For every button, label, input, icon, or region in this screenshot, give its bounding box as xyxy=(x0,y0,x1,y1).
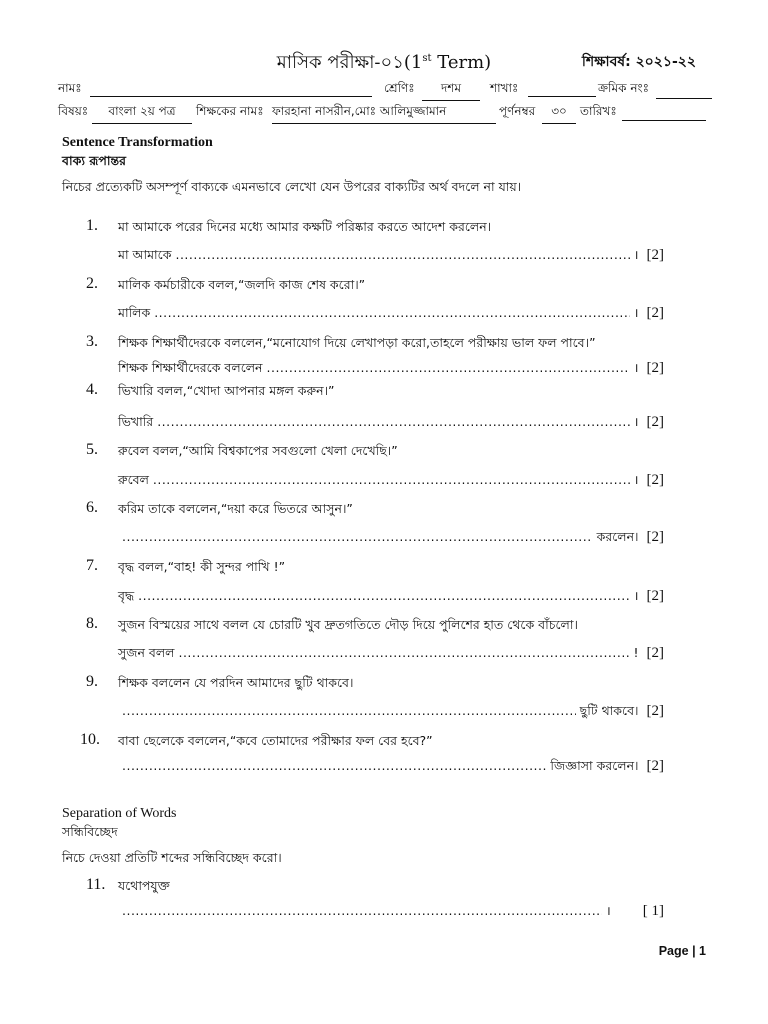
question-text: শিক্ষক বললেন যে পরদিন আমাদের ছুটি থাকবে। xyxy=(118,675,354,690)
answer-prefix: শিক্ষক শিক্ষার্থীদেরকে বললেন xyxy=(118,360,263,375)
question-number: 11. xyxy=(86,876,106,893)
section-label: শাখাঃ xyxy=(490,81,519,95)
name-blank[interactable] xyxy=(90,96,372,97)
question-number: 9. xyxy=(86,673,98,690)
question-marks: [2] xyxy=(646,645,664,661)
question-marks: [2] xyxy=(646,305,664,321)
question-text: সুজন বিস্ময়ের সাথে বলল যে চোরটি খুব দ্রুতগতিতে দৌড় দিয়ে পুলিশের হাত থেকে বাঁচলো। xyxy=(118,617,578,632)
answer-suffix: । xyxy=(633,472,639,487)
answer-prefix: মা আমাকে xyxy=(118,247,172,262)
roll-blank[interactable] xyxy=(656,98,712,99)
exam-title: মাসিক পরীক্ষা-০১(1st Term) xyxy=(276,52,492,73)
question-text: করিম তাকে বললেন,“দয়া করে ভিতরে আসুন।” xyxy=(118,501,353,516)
answer-suffix: । xyxy=(633,360,639,375)
question-number: 1. xyxy=(86,217,98,234)
question-number: 5. xyxy=(86,441,98,458)
answer-line[interactable] xyxy=(118,413,664,434)
question-marks: [2] xyxy=(646,529,664,545)
answer-prefix: সুজন বলল xyxy=(118,645,175,660)
page-number: Page | 1 xyxy=(658,944,706,958)
teacher-label: শিক্ষকের নামঃ xyxy=(196,104,264,118)
teacher-value: ফারহানা নাসরীন,মোঃ আলিমুজ্জামান xyxy=(272,103,496,124)
question-text: মালিক কর্মচারীকে বলল,“জলদি কাজ শেষ করো।” xyxy=(118,277,366,292)
answer-line[interactable] xyxy=(118,471,664,492)
answer-prefix: ভিখারি xyxy=(118,414,154,429)
question-marks: [2] xyxy=(646,588,664,604)
section1-title-bn: বাক্য রূপান্তর xyxy=(62,153,127,168)
answer-line[interactable] xyxy=(118,645,664,665)
answer-line[interactable] xyxy=(118,758,664,778)
full-marks-value: ৩০ xyxy=(542,103,576,124)
question-number: 2. xyxy=(86,275,98,292)
section2-title-bn: সন্ধিবিচ্ছেদ xyxy=(62,824,118,839)
question-marks: [2] xyxy=(646,360,664,376)
question-number: 8. xyxy=(86,615,98,632)
question-text: বাবা ছেলেকে বললেন,“কবে তোমাদের পরীক্ষার ফল বের হবে?” xyxy=(118,733,433,748)
question-number: 6. xyxy=(86,499,98,516)
question-text: মা আমাকে পরের দিনের মধ্যে আমার কক্ষটি পরিষ্কার করতে আদেশ করলেন। xyxy=(118,219,492,234)
question-marks: [2] xyxy=(646,758,664,774)
answer-prefix: মালিক xyxy=(118,305,151,320)
question-marks: [ 1] xyxy=(642,903,664,919)
answer-line[interactable] xyxy=(118,529,664,549)
question-marks: [2] xyxy=(646,703,664,719)
roll-label: ক্রমিক নংঃ xyxy=(598,81,650,95)
answer-suffix: । xyxy=(633,414,639,429)
date-blank[interactable] xyxy=(622,120,706,121)
name-label: নামঃ xyxy=(58,81,82,95)
answer-suffix: ! xyxy=(633,645,639,660)
answer-prefix: বৃদ্ধ xyxy=(118,588,135,603)
question-marks: [2] xyxy=(646,414,664,430)
question-marks: [2] xyxy=(646,472,664,488)
section1-instruction: নিচের প্রত্যেকটি অসম্পূর্ণ বাক্যকে এমনভাবে লেখো যেন উপরের বাক্যটির অর্থ বদলে না যায়। xyxy=(62,179,522,194)
question-marks: [2] xyxy=(646,247,664,263)
question-number: 4. xyxy=(86,381,98,398)
answer-suffix: । xyxy=(633,305,639,320)
answer-suffix: । xyxy=(633,588,639,603)
question-number: 3. xyxy=(86,333,98,350)
session-year: শিক্ষাবর্ষ: ২০২১-২২ xyxy=(581,54,696,70)
answer-line[interactable] xyxy=(118,246,664,267)
question-text: যথোপযুক্ত xyxy=(118,878,170,893)
answer-line[interactable] xyxy=(118,902,664,920)
section-blank[interactable] xyxy=(528,96,596,97)
answer-line[interactable] xyxy=(118,703,664,723)
section2-instruction: নিচে দেওয়া প্রতিটি শব্দের সন্ধিবিচ্ছেদ করো। xyxy=(62,850,282,865)
answer-suffix: ছুটি থাকবে। xyxy=(579,703,639,718)
question-number: 10. xyxy=(80,731,100,748)
date-label: তারিখঃ xyxy=(580,104,617,118)
full-marks-label: পূর্ণনম্বর xyxy=(499,104,536,118)
question-number: 7. xyxy=(86,557,98,574)
question-text: রুবেল বলল,“আমি বিশ্বকাপের সবগুলো খেলা দেখেছি।” xyxy=(118,443,398,458)
class-label: শ্রেণিঃ xyxy=(384,81,415,95)
answer-line[interactable] xyxy=(118,587,664,608)
answer-suffix: । xyxy=(606,903,611,918)
answer-line[interactable] xyxy=(118,304,664,325)
section1-title-en: Sentence Transformation xyxy=(62,135,213,150)
answer-suffix: করলেন। xyxy=(596,529,639,544)
subject-value: বাংলা ২য় পত্র xyxy=(92,103,192,124)
answer-prefix: রুবেল xyxy=(118,472,149,487)
answer-suffix: জিজ্ঞাসা করলেন। xyxy=(550,758,639,773)
question-text: শিক্ষক শিক্ষার্থীদেরকে বললেন,“মনোযোগ দিয়ে লেখাপড়া করো,তাহলে পরীক্ষায় ভাল ফল পাবে।” xyxy=(118,335,596,350)
class-value: দশম xyxy=(422,80,480,101)
answer-suffix: । xyxy=(633,247,639,262)
answer-line[interactable] xyxy=(118,359,664,380)
question-text: বৃদ্ধ বলল,“বাহ! কী সুন্দর পাখি !” xyxy=(118,559,286,574)
question-text: ভিখারি বলল,“খোদা আপনার মঙ্গল করুন।” xyxy=(118,383,335,398)
section2-title-en: Separation of Words xyxy=(62,806,177,821)
subject-label: বিষয়ঃ xyxy=(58,104,89,118)
